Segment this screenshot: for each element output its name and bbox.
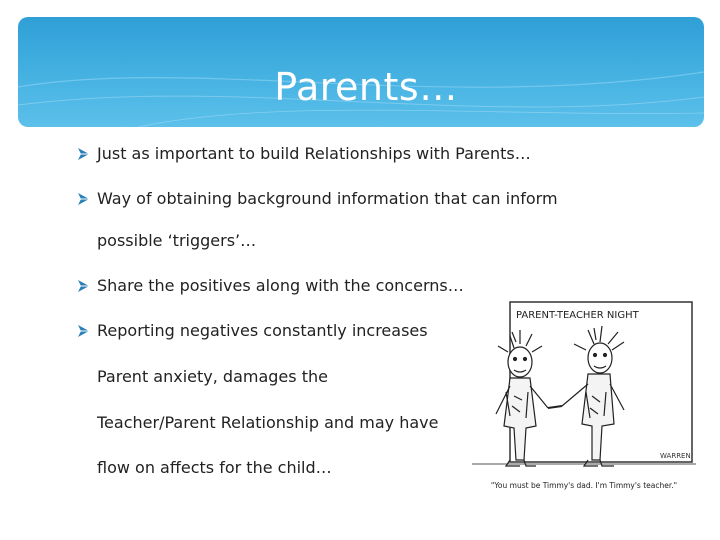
arrow-bullet-icon (76, 147, 90, 161)
bullet-text: Share the positives along with the concerns… (97, 276, 464, 295)
arrow-bullet-icon (76, 192, 90, 206)
cartoon-caption: "You must be Timmy's dad. I'm Timmy's teacher." (490, 481, 678, 490)
bullet-text: Just as important to build Relationships with Parents… (97, 144, 531, 163)
arrow-bullet-icon (76, 324, 90, 338)
board-text: PARENT-TEACHER NIGHT (516, 310, 639, 321)
artist-signature: WARREN (660, 452, 691, 460)
bullet-text: flow on affects for the child… (97, 458, 332, 477)
bullet-text: Reporting negatives constantly increases (97, 321, 428, 340)
bullet-text: Parent anxiety, damages the (97, 367, 328, 386)
bullet-text: Way of obtaining background information that can inform (97, 189, 558, 208)
arrow-bullet-icon (76, 279, 90, 293)
bullet-text: possible ‘triggers’… (97, 231, 257, 250)
parent-teacher-cartoon (470, 296, 698, 500)
slide-title: Parents… (274, 65, 458, 109)
title-banner (18, 17, 704, 127)
bullet-text: Teacher/Parent Relationship and may have (97, 413, 439, 432)
